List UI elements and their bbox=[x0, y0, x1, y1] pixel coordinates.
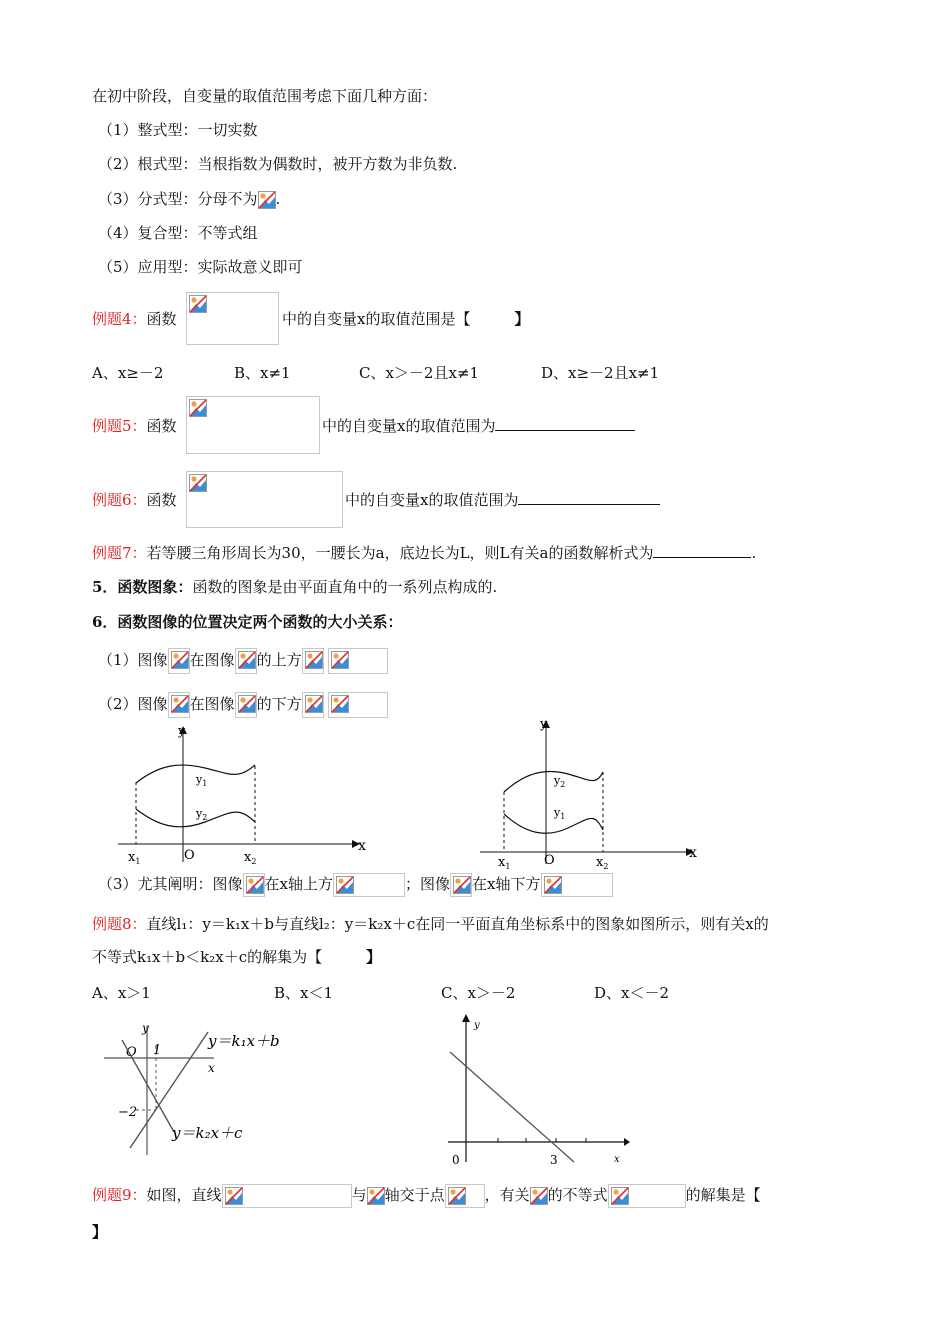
type-3-tail: . bbox=[275, 190, 281, 208]
label-y1: $y_1$ bbox=[196, 773, 208, 788]
ex8-option-d[interactable]: D、x＜－2 bbox=[594, 984, 670, 1002]
label-origin: O bbox=[184, 848, 195, 863]
image-placeholder-icon bbox=[448, 1187, 466, 1205]
image-placeholder-icon bbox=[189, 295, 207, 313]
example-9-b: 与 bbox=[351, 1186, 367, 1204]
example-9-e: 的不等式 bbox=[547, 1186, 608, 1204]
example-5-post bbox=[322, 416, 635, 436]
formula-image bbox=[302, 692, 324, 718]
example-6-post bbox=[345, 490, 660, 510]
example-6-label: 例题6： bbox=[92, 491, 147, 509]
section-6-heading: 6．函数图像的位置决定两个函数的大小关系： bbox=[92, 613, 403, 631]
image-placeholder-icon bbox=[336, 876, 354, 894]
ex4-option-d[interactable]: D、x≥－2且x≠1 bbox=[541, 364, 660, 382]
image-placeholder-icon bbox=[530, 1187, 548, 1205]
compare-below-c: 的下方 bbox=[256, 695, 302, 713]
example-7 bbox=[92, 543, 756, 563]
label-x2: $x_2$ bbox=[244, 850, 257, 866]
example-6-pre: 函数 bbox=[146, 491, 177, 509]
type-2: （2）根式型：当根指数为偶数时，被开方数为非负数. bbox=[98, 155, 458, 173]
y-label: y bbox=[474, 1020, 480, 1031]
answer-blank[interactable] bbox=[653, 557, 751, 558]
line-l1-label: y＝k₁x＋b bbox=[208, 1032, 280, 1050]
image-placeholder-icon bbox=[367, 1187, 385, 1205]
image-placeholder-icon bbox=[171, 695, 189, 713]
compare-above-a: （1）图像 bbox=[98, 651, 168, 669]
example-9-figure bbox=[440, 1012, 630, 1172]
y-axis-arrow bbox=[462, 1014, 470, 1022]
type-5: （5）应用型：实际故意义即可 bbox=[98, 258, 303, 276]
example-7-label: 例题7： bbox=[92, 544, 147, 562]
section-5-heading: 5．函数图象： bbox=[92, 578, 193, 596]
formula-image bbox=[450, 873, 472, 897]
example-9-label: 例题9： bbox=[92, 1186, 147, 1204]
line-l2-label: y＝k₂x＋c bbox=[172, 1124, 243, 1142]
graph-y2-above-y1 bbox=[470, 712, 710, 872]
compare-below-b: 在图像 bbox=[189, 695, 235, 713]
ex4-option-b[interactable]: B、x≠1 bbox=[234, 364, 291, 382]
example-8-text-2: 不等式k₁x＋b＜k₂x＋c的解集为【 bbox=[92, 948, 323, 966]
example-4-label: 例题4： bbox=[92, 310, 147, 328]
label-y2: $y_2$ bbox=[554, 774, 566, 789]
note-3 bbox=[98, 873, 613, 897]
formula-image bbox=[445, 1184, 485, 1208]
example-4-post bbox=[282, 309, 529, 329]
image-placeholder-icon bbox=[246, 876, 264, 894]
image-placeholder-icon bbox=[305, 651, 323, 669]
section-5-text: 函数的图象是由平面直角中的一系列点构成的. bbox=[192, 578, 498, 596]
note-3-b: 在x轴上方 bbox=[264, 875, 334, 893]
image-placeholder-icon bbox=[225, 1187, 243, 1205]
tick-neg2-label: −2 bbox=[118, 1105, 138, 1120]
example-8-line-1 bbox=[92, 914, 769, 934]
example-5-question: 中的自变量x的取值范围为 bbox=[322, 417, 496, 435]
example-6 bbox=[92, 490, 177, 510]
y-label: y bbox=[142, 1021, 149, 1035]
example-5 bbox=[92, 416, 177, 436]
formula-image bbox=[608, 1184, 686, 1208]
example-9-c: 轴交于点 bbox=[384, 1186, 445, 1204]
example-8-figure bbox=[100, 1020, 310, 1165]
formula-image bbox=[333, 873, 405, 897]
example-6-question: 中的自变量x的取值范围为 bbox=[345, 491, 519, 509]
formula-image bbox=[222, 1184, 352, 1208]
y-label: y bbox=[178, 724, 186, 739]
compare-above-b: 在图像 bbox=[189, 651, 235, 669]
answer-blank[interactable] bbox=[495, 430, 635, 431]
formula-image bbox=[243, 873, 265, 897]
x-label: x bbox=[689, 845, 697, 861]
image-placeholder-icon bbox=[331, 695, 349, 713]
x-label: x bbox=[358, 838, 366, 854]
image-placeholder-icon bbox=[544, 876, 562, 894]
x-axis-arrow bbox=[624, 1138, 630, 1146]
image-placeholder-icon bbox=[258, 191, 276, 209]
compare-below-a: （2）图像 bbox=[98, 695, 168, 713]
example-4-pre: 函数 bbox=[146, 310, 177, 328]
tick-3-label: 3 bbox=[550, 1153, 558, 1167]
example-4-close: 】 bbox=[514, 310, 530, 328]
label-x1: $x_1$ bbox=[128, 850, 141, 866]
ex4-option-c[interactable]: C、x＞－2且x≠1 bbox=[359, 364, 480, 382]
formula-image bbox=[541, 873, 613, 897]
type-3 bbox=[98, 189, 280, 209]
type-4: （4）复合型：不等式组 bbox=[98, 224, 258, 242]
label-x2: $x_2$ bbox=[596, 855, 609, 871]
intro-text: 在初中阶段，自变量的取值范围考虑下面几种方面： bbox=[92, 87, 438, 105]
image-placeholder-icon bbox=[171, 651, 189, 669]
answer-blank[interactable] bbox=[518, 504, 660, 505]
example-8-line-2 bbox=[92, 947, 381, 967]
y-label: y bbox=[540, 717, 548, 732]
formula-image-ex6 bbox=[186, 471, 343, 528]
x-label: x bbox=[614, 1154, 620, 1165]
formula-image bbox=[235, 692, 257, 718]
line bbox=[450, 1052, 574, 1162]
formula-image bbox=[168, 692, 190, 718]
formula-image-ex4 bbox=[186, 292, 279, 345]
example-5-label: 例题5： bbox=[92, 417, 147, 435]
origin-label: O bbox=[126, 1045, 137, 1060]
note-3-c: ；图像 bbox=[405, 875, 451, 893]
example-9-f: 的解集是【 bbox=[685, 1186, 761, 1204]
compare-above-c: 的上方 bbox=[256, 651, 302, 669]
label-y2: $y_2$ bbox=[196, 807, 208, 822]
note-3-d: 在x轴下方 bbox=[472, 875, 541, 893]
example-9-d: ，有关 bbox=[484, 1186, 530, 1204]
example-7-text: 若等腰三角形周长为30，一腰长为a，底边长为L，则L有关a的函数解析式为 bbox=[146, 544, 654, 562]
type-3-text: （3）分式型：分母不为 bbox=[98, 190, 258, 208]
image-placeholder-icon bbox=[453, 876, 471, 894]
image-placeholder-icon bbox=[189, 399, 207, 417]
label-x1: $x_1$ bbox=[498, 855, 511, 871]
example-8-text-1: 直线l₁：y＝k₁x＋b与直线l₂：y＝k₂x＋c在同一平面直角坐标系中的图象如图所示，则有关x的 bbox=[146, 915, 769, 933]
origin-label: 0 bbox=[452, 1153, 460, 1167]
formula-image bbox=[328, 648, 388, 674]
example-9-a: 如图，直线 bbox=[146, 1186, 222, 1204]
example-8-close: 】 bbox=[366, 948, 382, 966]
graph-y1-above-y2 bbox=[110, 722, 380, 867]
formula-image bbox=[235, 648, 257, 674]
formula-image bbox=[168, 648, 190, 674]
x-label: x bbox=[208, 1061, 215, 1075]
compare-below bbox=[98, 692, 388, 718]
image-placeholder-icon bbox=[331, 651, 349, 669]
tick-1-label: 1 bbox=[153, 1043, 162, 1058]
type-1: （1）整式型：一切实数 bbox=[98, 121, 258, 139]
example-4 bbox=[92, 309, 177, 329]
image-placeholder-icon bbox=[189, 474, 207, 492]
label-y1: $y_1$ bbox=[554, 806, 566, 821]
image-placeholder-icon bbox=[238, 695, 256, 713]
example-8-label: 例题8： bbox=[92, 915, 147, 933]
formula-image bbox=[302, 648, 324, 674]
ex4-option-a[interactable]: A、x≥－2 bbox=[92, 364, 164, 382]
example-4-question: 中的自变量x的取值范围是【 bbox=[282, 310, 471, 328]
image-placeholder-icon bbox=[238, 651, 256, 669]
ex8-option-b[interactable]: B、x＜1 bbox=[274, 984, 334, 1002]
example-9 bbox=[92, 1184, 761, 1208]
ex8-option-a[interactable]: A、x＞1 bbox=[92, 984, 151, 1002]
ex8-option-c[interactable]: C、x＞－2 bbox=[441, 984, 516, 1002]
note-3-a: （3）尤其阐明：图像 bbox=[98, 875, 243, 893]
example-5-pre: 函数 bbox=[146, 417, 177, 435]
compare-above bbox=[98, 648, 388, 674]
section-5 bbox=[92, 577, 497, 597]
formula-image bbox=[328, 692, 388, 718]
formula-image-ex5 bbox=[186, 396, 320, 454]
image-placeholder-icon bbox=[611, 1187, 629, 1205]
example-9-close: 】 bbox=[92, 1223, 108, 1241]
image-placeholder-icon bbox=[305, 695, 323, 713]
label-origin: O bbox=[544, 853, 555, 868]
example-7-end: . bbox=[751, 544, 757, 562]
